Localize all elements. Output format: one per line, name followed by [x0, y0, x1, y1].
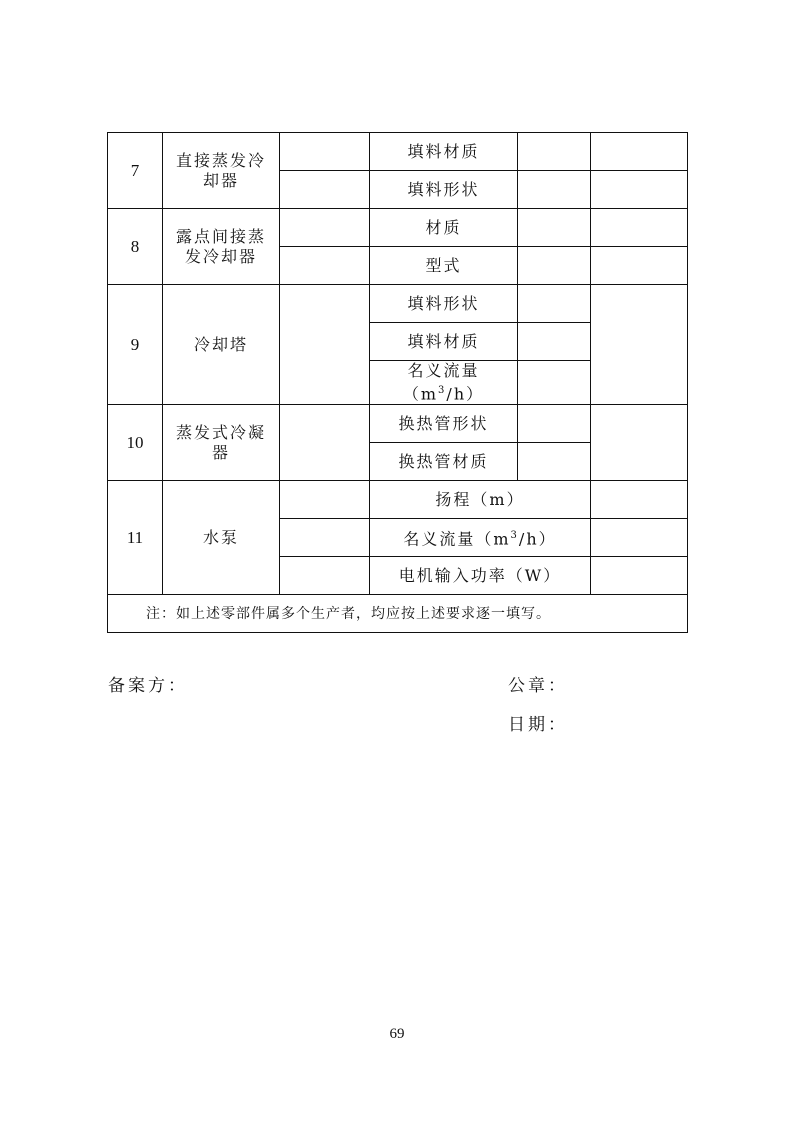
table-row: [108, 405, 688, 443]
attribute-label: 填料材质: [370, 133, 518, 171]
empty-cell[interactable]: [280, 209, 370, 247]
empty-cell[interactable]: [280, 285, 370, 405]
seal-label: 公章：: [508, 676, 568, 696]
empty-cell[interactable]: [518, 323, 591, 361]
table-row: [108, 133, 688, 171]
attribute-text: 名义流量（m: [403, 529, 511, 549]
empty-cell[interactable]: [518, 361, 591, 405]
component-name: 露点间接蒸发冷却器: [163, 209, 280, 285]
empty-cell[interactable]: [518, 209, 591, 247]
superscript: 3: [438, 385, 447, 396]
empty-cell[interactable]: [280, 519, 370, 557]
attribute-label: 填料材质: [370, 323, 518, 361]
table-row: [108, 595, 688, 633]
table-row: [108, 481, 688, 519]
attribute-label: 型式: [370, 247, 518, 285]
row-number: 8: [108, 209, 163, 285]
empty-cell[interactable]: [518, 247, 591, 285]
empty-cell[interactable]: [518, 443, 591, 481]
empty-cell[interactable]: [591, 247, 688, 285]
page-number: 69: [389, 1026, 405, 1042]
empty-cell[interactable]: [591, 171, 688, 209]
component-name: 水泵: [163, 481, 280, 595]
empty-cell[interactable]: [591, 209, 688, 247]
empty-cell[interactable]: [591, 405, 688, 481]
date-label: 日期：: [508, 715, 568, 735]
table-row: [108, 209, 688, 247]
empty-cell[interactable]: [280, 405, 370, 481]
empty-cell[interactable]: [591, 285, 688, 405]
attribute-text: 名义流量（m: [402, 361, 480, 404]
empty-cell[interactable]: [518, 405, 591, 443]
empty-cell[interactable]: [518, 133, 591, 171]
empty-cell[interactable]: [591, 133, 688, 171]
row-number: 7: [108, 133, 163, 209]
empty-cell[interactable]: [518, 285, 591, 323]
empty-cell[interactable]: [280, 557, 370, 595]
attribute-label: 扬程（m）: [370, 481, 591, 519]
attribute-label: 填料形状: [370, 285, 518, 323]
attribute-label: [370, 519, 591, 557]
empty-cell[interactable]: [518, 171, 591, 209]
empty-cell[interactable]: [280, 171, 370, 209]
component-name: 冷却塔: [163, 285, 280, 405]
attribute-text: /h）: [518, 529, 557, 549]
row-number: 10: [108, 405, 163, 481]
attribute-label: 换热管形状: [370, 405, 518, 443]
empty-cell[interactable]: [280, 481, 370, 519]
attribute-label: 填料形状: [370, 171, 518, 209]
empty-cell[interactable]: [280, 133, 370, 171]
empty-cell[interactable]: [280, 247, 370, 285]
attribute-label: 电机输入功率（W）: [370, 557, 591, 595]
empty-cell[interactable]: [591, 557, 688, 595]
table-row: [108, 285, 688, 323]
attribute-label: 换热管材质: [370, 443, 518, 481]
empty-cell[interactable]: [591, 481, 688, 519]
row-number: 9: [108, 285, 163, 405]
attribute-label: 材质: [370, 209, 518, 247]
row-number: 11: [108, 481, 163, 595]
table-note: 注：如上述零部件属多个生产者，均应按上述要求逐一填写。: [108, 595, 688, 633]
attribute-label: [370, 361, 518, 405]
attribute-text: /h）: [446, 384, 485, 404]
component-spec-table: [107, 132, 688, 633]
superscript: 3: [510, 530, 519, 542]
component-name: 蒸发式冷凝器: [163, 405, 280, 481]
component-name: 直接蒸发冷却器: [163, 133, 280, 209]
filer-label: 备案方：: [108, 676, 188, 696]
empty-cell[interactable]: [591, 519, 688, 557]
